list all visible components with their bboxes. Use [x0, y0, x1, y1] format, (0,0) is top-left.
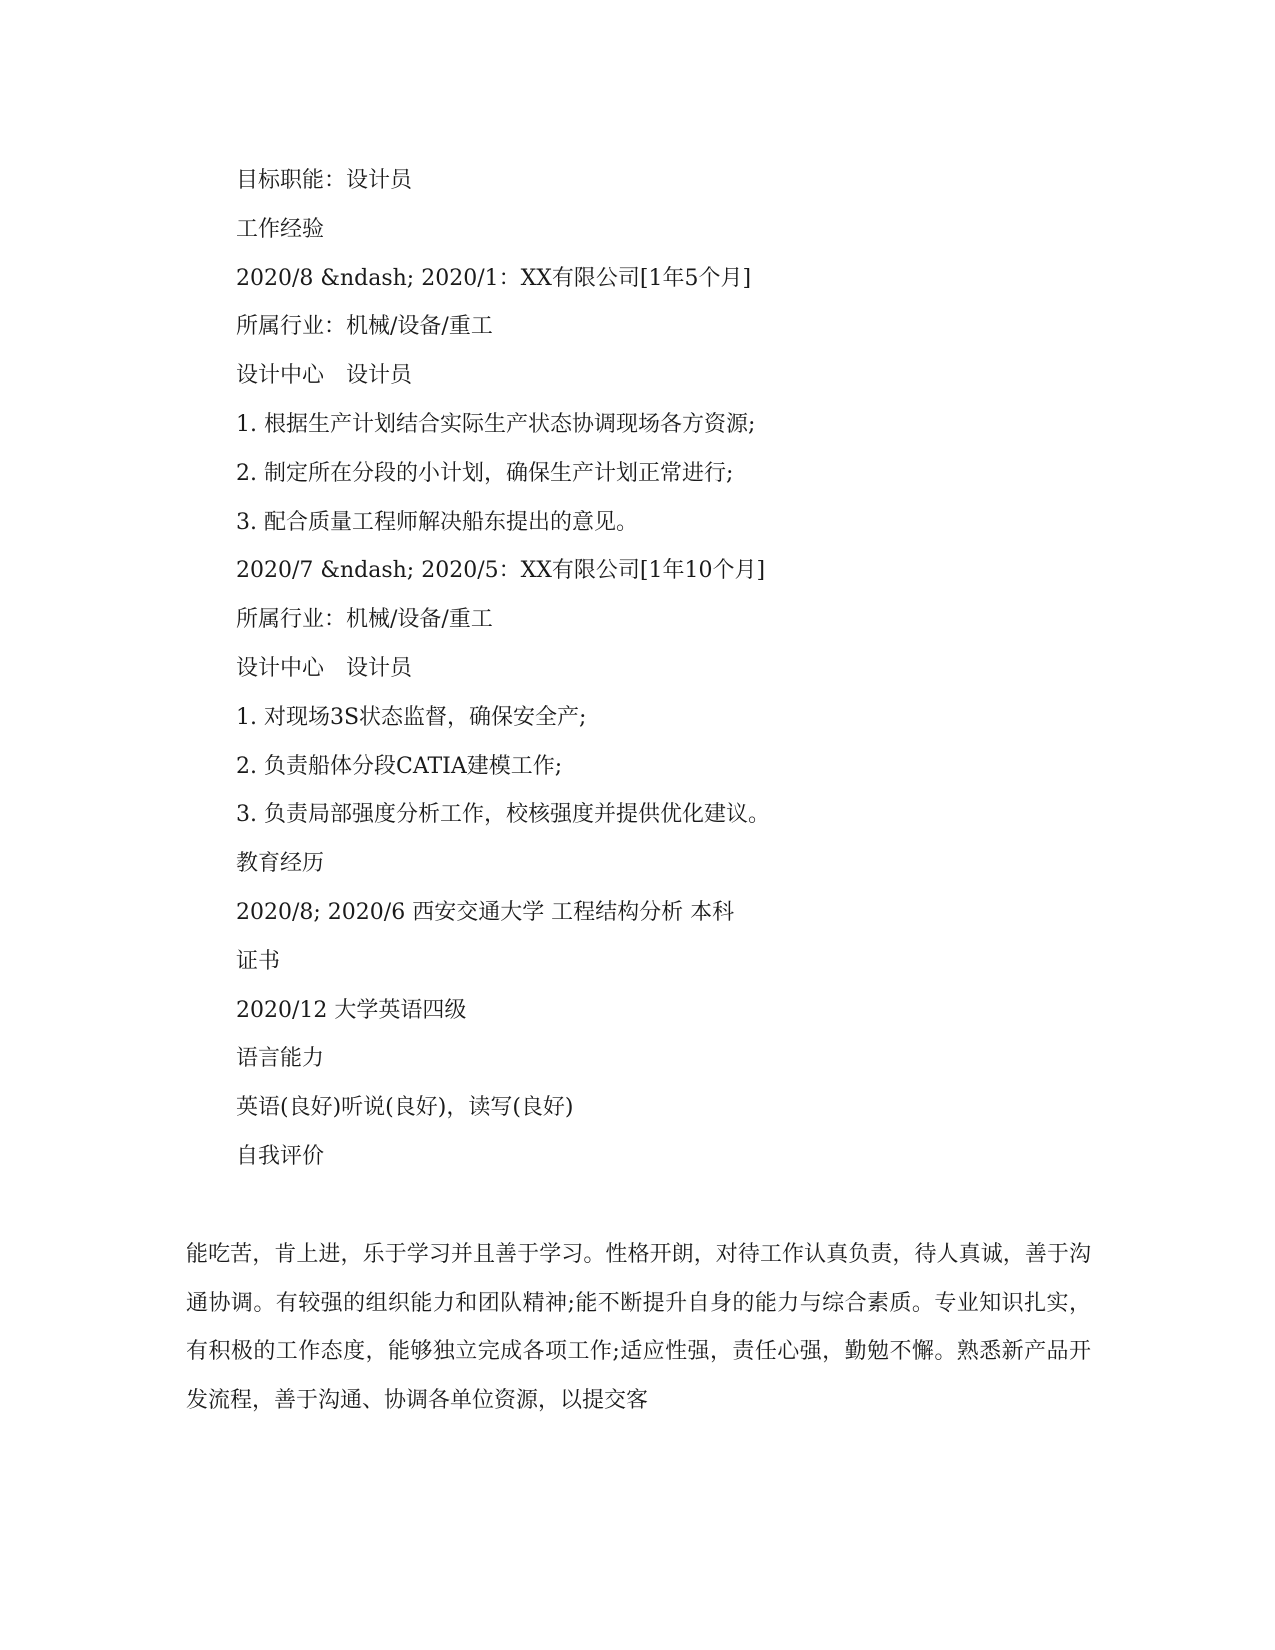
section-heading: 自我评价 [236, 1143, 325, 1169]
resume-line: 2020/7 &ndash; 2020/5：XX有限公司[1年10个月] [236, 558, 766, 584]
resume-line: 2020/8 &ndash; 2020/1：XX有限公司[1年5个月] [236, 265, 752, 291]
section-heading: 语言能力 [236, 1046, 325, 1072]
resume-line: 3. 负责局部强度分析工作，校核强度并提供优化建议。 [236, 802, 770, 828]
resume-line: 所属行业：机械/设备/重工 [236, 314, 493, 340]
resume-line: 2. 负责船体分段CATIA建模工作; [236, 753, 563, 779]
resume-line: 设计中心 设计员 [236, 363, 413, 389]
section-heading: 教育经历 [236, 851, 325, 877]
resume-line: 2020/8; 2020/6 西安交通大学 工程结构分析 本科 [236, 899, 735, 925]
resume-line: 2020/12 大学英语四级 [236, 997, 467, 1023]
resume-lines [236, 157, 1136, 1182]
resume-line: 1. 对现场3S状态监督，确保安全产; [236, 704, 587, 730]
section-heading: 证书 [236, 948, 281, 974]
self-evaluation-paragraph: 能吃苦，肯上进，乐于学习并且善于学习。性格开朗，对待工作认真负责，待人真诚，善于沟通协调。有较强的组织能力和团队精神;能不断提升自身的能力与综合素质。专业知识扎实，有积极的工作态度，能够独立完成各项工作;适应性强，责任心强，勤勉不懈。熟悉新产品开发流程，善于沟通、协调各单位资源，以提交客 [186, 1242, 1091, 1413]
resume-line: 设计中心 设计员 [236, 655, 413, 681]
resume-line: 所属行业：机械/设备/重工 [236, 607, 493, 633]
resume-line: 英语(良好)听说(良好)，读写(良好) [236, 1095, 574, 1121]
section-heading: 工作经验 [236, 216, 325, 242]
resume-line: 3. 配合质量工程师解决船东提出的意见。 [236, 509, 638, 535]
resume-line: 2. 制定所在分段的小计划，确保生产计划正常进行; [236, 460, 734, 486]
resume-line: 1. 根据生产计划结合实际生产状态协调现场各方资源; [236, 411, 756, 437]
resume-line: 目标职能：设计员 [236, 168, 413, 193]
